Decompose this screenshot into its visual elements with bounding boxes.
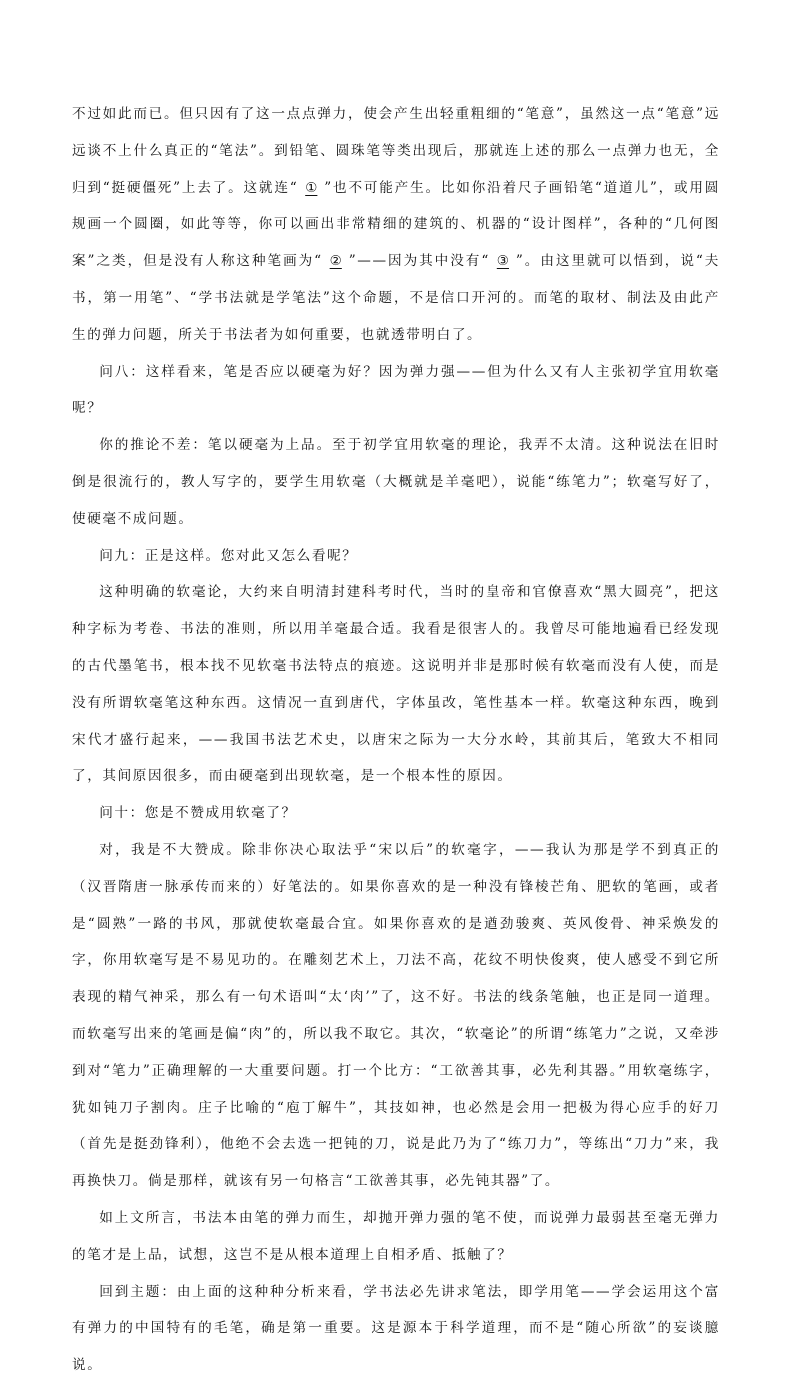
paragraph-summary: 如上文所言，书法本由笔的弹力而生，却抛开弹力强的笔不使，而说弹力最弱甚至毫无弹力的笔才是上品，试想，这岂不是从根本道理上自相矛盾、抵触了？	[72, 1209, 720, 1263]
paragraph-text: ”——因为其中没有“	[348, 253, 490, 270]
fill-blank-3: ③	[496, 253, 509, 270]
question-9: 问九：正是这样。您对此又怎么看呢？	[99, 547, 358, 564]
paragraph-text: 不过如此而已。但只因有了这一点点弹力，使会产生出轻重粗细的“笔意”，虽然这一点“笔意”远远谈不上什么真正的“笔法”。到铅笔、圆珠笔等类出现后，那就连上述的那么一点弹力也无，全归到“挺硬僵死”上去了。这就连“	[72, 106, 720, 196]
paragraph-text: ”也不可能产生。比如你沿着尺子画铅笔“道道儿”，或用圆规画一个圆圈，如此等等，你可以画出非常精细的建筑的、机器的“设计图样”，各种的“几何图案”之类，但是没有人称这种笔画为“	[72, 179, 721, 270]
paragraph-conclusion: 回到主题：由上面的这种种分析来看，学书法必先讲求笔法，即学用笔——学会运用这个富有弹力的中国特有的毛笔，确是第一重要。这是源本于科学道理，而不是“随心所欲”的妄谈臆说。	[72, 1283, 720, 1374]
paragraph-continuation	[72, 96, 720, 354]
answer-10: 对，我是不大赞成。除非你决心取法乎“宋以后”的软毫字，——我认为那是学不到真正的（汉晋隋唐一脉承传而来的）好笔法的。如果你喜欢的是一种没有锋棱芒角、肥软的笔画，或者是“圆熟”一路的书风，那就使软毫最合宜。如果你喜欢的是遒劲骏爽、英风俊骨、神采焕发的字，你用软毫写是不易见功的。在雕刻艺术上，刀法不高，花纹不明快俊爽，使人感受不到它所表现的精气神采，那么有一句术语叫“太‘肉’”了，这不好。书法的线条笔触，也正是同一道理。而软毫写出来的笔画是偏“肉”的，所以我不取它。其次，“软毫论”的所谓“练笔力”之说，又牵涉到对“笔力”正确理解的一大重要问题。打一个比方：“工欲善其事，必先利其器。”用软毫练字，犹如钝刀子割肉。庄子比喻的“庖丁解牛”，其技如神，也必然是会用一把极为得心应手的好刀（首先是挺劲锋利），他绝不会去选一把钝的刀，说是此乃为了“练刀力”，等练出“刀力”来，我再换快刀。倘是那样，就该有另一句格言“工欲善其事，必先钝其器”了。	[72, 841, 720, 1190]
paragraph-text: ”。由这里就可以悟到，说“夫书，第一用笔”、“学书法就是学笔法”这个命题，不是信口开河的。而笔的取材、制法及由此产生的弹力问题，所关于书法者为如何重要，也就透带明白了。	[72, 253, 720, 343]
fill-blank-2: ②	[329, 253, 342, 270]
fill-blank-1: ①	[305, 179, 318, 196]
question-8: 问八：这样看来，笔是否应以硬毫为好？因为弹力强——但为什么又有人主张初学宜用软毫呢？	[72, 363, 720, 417]
answer-8: 你的推论不差：笔以硬毫为上品。至于初学宜用软毫的理论，我弄不太清。这种说法在旧时倒是很流行的，教人写字的，要学生用软毫（大概就是羊毫吧），说能“练笔力”；软毫写好了，使硬毫不成问题。	[72, 437, 720, 527]
question-10: 问十：您是不赞成用软毫了？	[99, 805, 297, 822]
answer-9: 这种明确的软毫论，大约来自明清封建科考时代，当时的皇帝和官僚喜欢“黑大圆亮”，把这种字标为考卷、书法的准则，所以用羊毫最合适。我看是很害人的。我曾尽可能地遍看已经发现的古代墨笔书，根本找不见软毫书法特点的痕迹。这说明并非是那时候有软毫而没有人使，而是没有所谓软毫笔这种东西。这情况一直到唐代，字体虽改，笔性基本一样。软毫这种东西，晚到宋代才盛行起来，——我国书法艺术史，以唐宋之际为一大分水岭，其前其后，笔致大不相同了，其间原因很多，而由硬毫到出现软毫，是一个根本性的原因。	[72, 584, 720, 785]
document-page	[72, 96, 720, 1384]
